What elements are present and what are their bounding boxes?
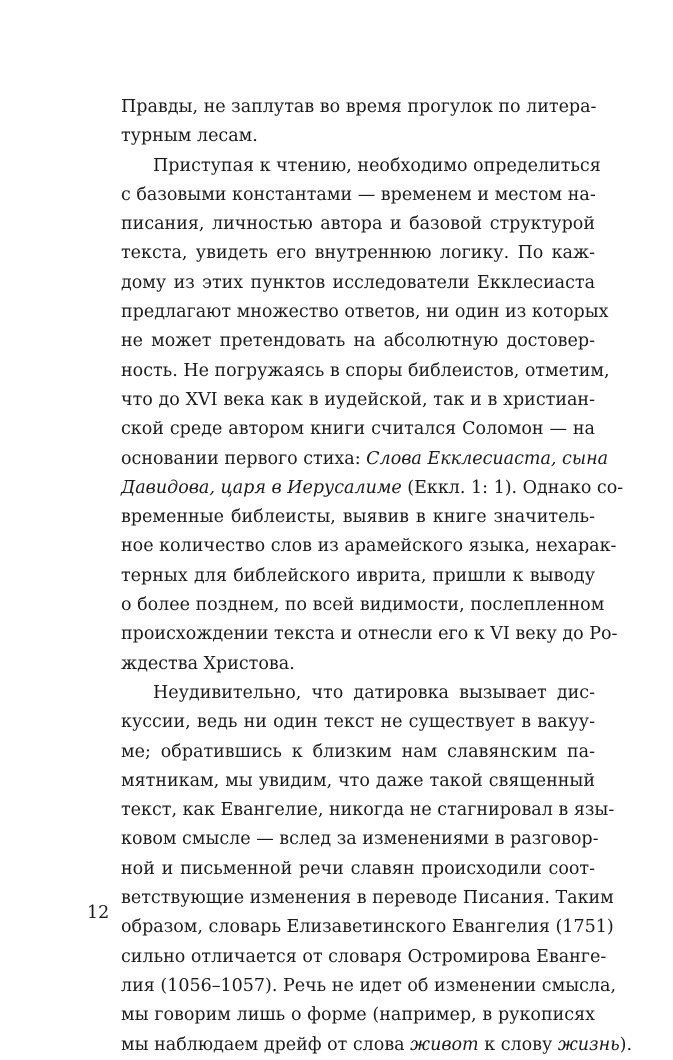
text-run: мы наблюдаем дрейф от слова xyxy=(121,1034,411,1055)
text-line xyxy=(121,708,595,737)
text-run: происхождении текста и отнесли его к VI веку до Ро- xyxy=(121,624,618,645)
text-line xyxy=(121,679,595,708)
text-run: что до XVI века как в иудейской, так и в христиан- xyxy=(121,389,595,410)
text-line xyxy=(121,650,595,679)
text-run: лия (1056–1057). Речь не идет об изменении смысла, xyxy=(121,975,617,996)
text-run: ной и письменной речи славян происходили соот- xyxy=(121,858,595,879)
text-run: не может претендовать на абсолютную достовер- xyxy=(121,331,595,352)
text-line xyxy=(121,562,595,591)
text-run: основании первого стиха: xyxy=(121,448,367,469)
text-run: ность. Не погружаясь в споры библеистов, отметим, xyxy=(121,360,610,381)
text-run: терных для библейского иврита, пришли к выводу xyxy=(121,565,595,586)
text-line xyxy=(121,855,595,884)
text-line xyxy=(121,503,595,532)
text-line xyxy=(121,738,595,767)
text-line xyxy=(121,972,617,1001)
text-line xyxy=(121,532,617,561)
text-line xyxy=(121,181,595,210)
text-line xyxy=(121,357,610,386)
text-line xyxy=(121,474,624,503)
page-number: 12 xyxy=(87,903,110,923)
text-line xyxy=(121,620,618,649)
paragraph xyxy=(121,93,595,152)
text-run: ное количество слов из арамейского языка, нехарак- xyxy=(121,536,617,557)
text-line xyxy=(121,913,614,942)
text-run: ме; обратившись к близким нам славянским па- xyxy=(121,741,595,762)
text-run: писания, личностью автора и базовой структурой xyxy=(121,214,595,235)
text-line xyxy=(121,93,595,122)
text-run: текст, как Евангелие, никогда не стагнировал в язы- xyxy=(121,800,615,821)
italic-text: Слова Екклесиаста, сына xyxy=(366,448,609,469)
text-run: образом, словарь Елизаветинского Евангелия (1751) xyxy=(121,917,614,938)
text-run: мы говорим лишь о форме (например, в рукописях xyxy=(121,1005,595,1026)
text-run: (Еккл. 1: 1). Однако со- xyxy=(401,477,624,498)
text-run: Приступая к чтению, необходимо определиться xyxy=(153,155,601,176)
text-run: куссии, ведь ни один текст не существует в вакуу- xyxy=(121,712,595,733)
text-line xyxy=(121,239,595,268)
text-run: предлагают множество ответов, ни один из которых xyxy=(121,302,609,323)
text-line xyxy=(121,825,599,854)
text-line xyxy=(121,767,595,796)
text-line xyxy=(121,415,595,444)
italic-text: жизнь xyxy=(557,1034,620,1055)
text-line xyxy=(121,1001,595,1030)
text-line xyxy=(121,796,615,825)
text-run: Неудивительно, что датировка вызывает дис- xyxy=(153,682,595,703)
text-run: ). xyxy=(619,1034,633,1055)
text-run: текста, увидеть его внутреннюю логику. По каж- xyxy=(121,243,595,264)
text-line xyxy=(121,327,595,356)
text-line xyxy=(121,943,607,972)
text-line xyxy=(121,269,595,298)
text-line xyxy=(121,298,609,327)
text-run: с базовыми константами — временем и местом на- xyxy=(121,184,596,205)
italic-text: живот xyxy=(410,1034,479,1055)
text-line xyxy=(121,152,601,181)
text-run: ковом смысле — вслед за изменениями в разговор- xyxy=(121,829,599,850)
text-run: ской среде автором книги считался Соломон — на xyxy=(121,419,595,440)
text-line xyxy=(121,122,595,151)
text-run: мятникам, мы увидим, что даже такой священный xyxy=(121,770,595,791)
main-text xyxy=(121,93,633,1060)
text-line xyxy=(121,210,595,239)
text-run: о более позднем, по всей видимости, послепленном xyxy=(121,595,605,616)
text-run: ждества Христова. xyxy=(121,653,295,674)
text-line xyxy=(121,884,614,913)
text-line xyxy=(121,1031,633,1060)
text-run: турным лесам. xyxy=(121,126,258,147)
text-run: Правды, не заплутав во время прогулок по литера- xyxy=(121,97,597,117)
text-run: к слову xyxy=(478,1034,558,1055)
paragraph xyxy=(121,679,633,1060)
text-run: ветствующие изменения в переводе Писания. Таким xyxy=(121,888,614,909)
text-line xyxy=(121,386,595,415)
text-line xyxy=(121,591,605,620)
text-run: сильно отличается от словаря Остромирова Еванге- xyxy=(121,946,607,967)
text-run: временные библеисты, выявив в книге значитель- xyxy=(121,507,595,528)
italic-text: Давидова, царя в Иерусалиме xyxy=(121,477,402,498)
text-line xyxy=(121,445,609,474)
text-run: дому из этих пунктов исследователи Екклесиаста xyxy=(121,272,595,293)
paragraph xyxy=(121,152,624,679)
